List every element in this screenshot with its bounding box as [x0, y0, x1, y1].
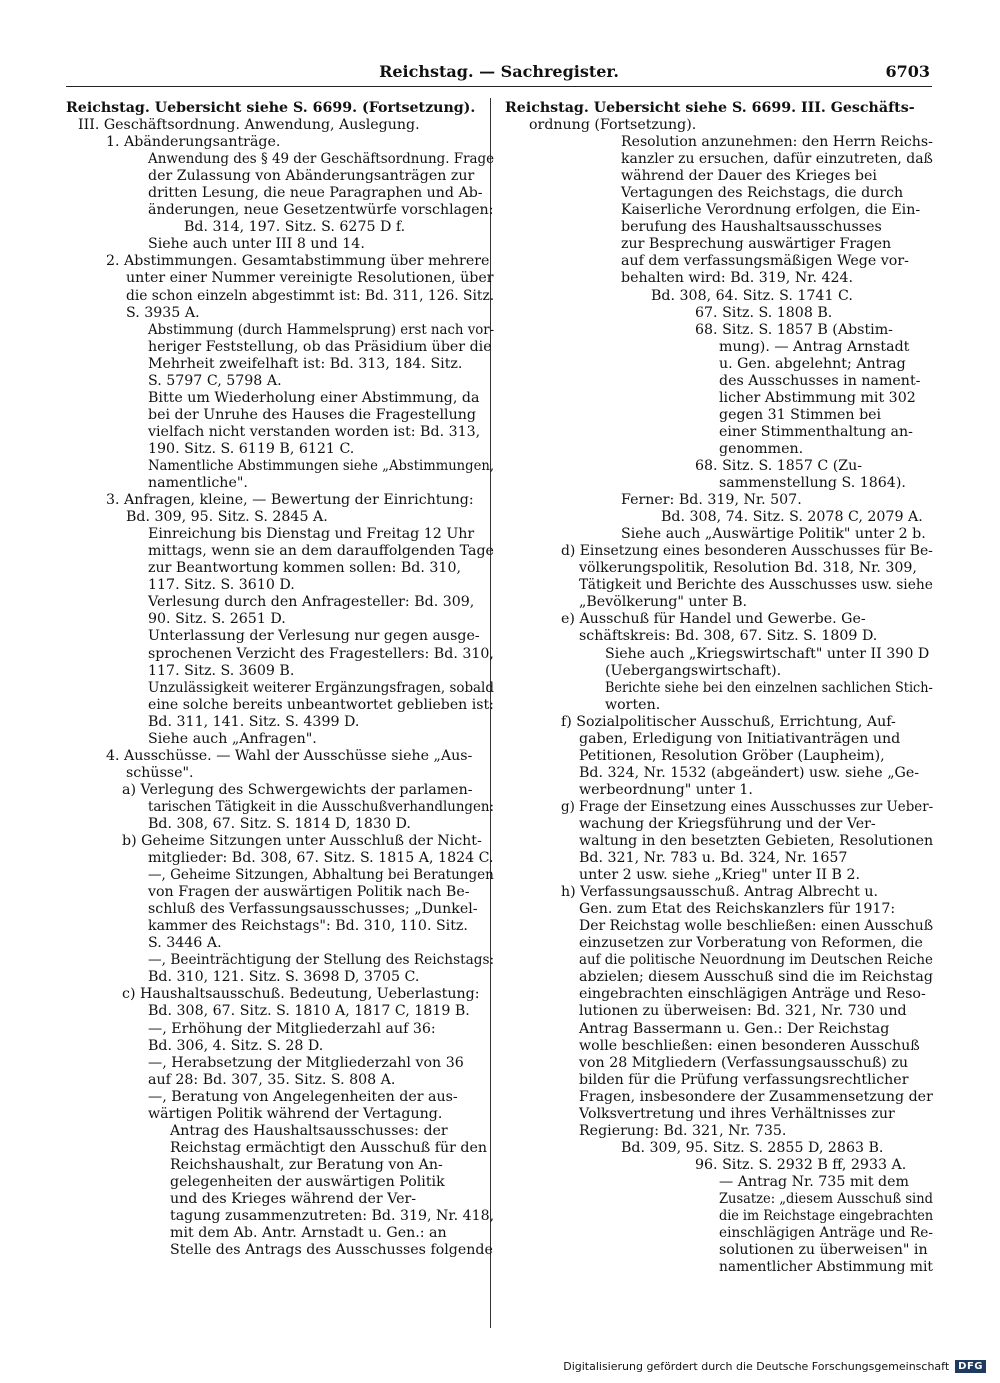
text-line: III. Geschäftsordnung. Anwendung, Auslegung.: [78, 117, 420, 134]
text-line: Namentliche Abstimmungen siehe „Abstimmungen,: [148, 457, 495, 474]
text-line: — Antrag Nr. 735 mit dem: [719, 1173, 909, 1190]
text-line: kanzler zu ersuchen, dafür einzutreten, daß: [621, 151, 933, 168]
text-line: Reichshaushalt, zur Beratung von An-: [170, 1156, 443, 1173]
text-line: Bd. 321, Nr. 783 u. Bd. 324, Nr. 1657: [579, 850, 848, 867]
text-line: tagung zusammenzutreten: Bd. 319, Nr. 418,: [170, 1208, 495, 1225]
text-line: 90. Sitz. S. 2651 D.: [148, 611, 286, 628]
text-line: Fragen, insbesondere der Zusammensetzung der: [579, 1088, 933, 1105]
text-line: Reichstag ermächtigt den Ausschuß für den: [170, 1139, 488, 1156]
page-number: 6703: [885, 62, 930, 81]
text-line: f) Sozialpolitischer Ausschuß, Errichtung, Auf-: [561, 713, 896, 730]
text-line: 190. Sitz. S. 6119 B, 6121 C.: [148, 440, 355, 457]
text-line: berufung des Haushaltsausschusses: [621, 219, 882, 236]
text-line: behalten wird: Bd. 319, Nr. 424.: [621, 270, 854, 287]
text-line: wolle beschließen: einen besonderen Ausschuß: [579, 1037, 920, 1054]
text-line: Siehe auch unter III 8 und 14.: [148, 236, 365, 253]
text-line: einschlägigen Anträge und Re-: [719, 1225, 934, 1242]
text-line: Volksvertretung und ihres Verhältnisses zur: [579, 1105, 895, 1122]
text-line: des Ausschusses in nament-: [719, 372, 921, 389]
text-line: (Uebergangswirtschaft).: [605, 662, 782, 679]
text-line: Stelle des Antrags des Ausschusses folgende: [170, 1242, 493, 1259]
text-line: Siehe auch „Anfragen".: [148, 730, 317, 747]
text-line: von Fragen der auswärtigen Politik nach Be-: [148, 884, 470, 901]
text-line: g) Frage der Einsetzung eines Ausschusses zur Ueber-: [561, 798, 934, 815]
text-line: schluß des Verfassungsausschusses; „Dunkel-: [148, 901, 478, 918]
text-line: zur Beantwortung kommen sollen: Bd. 310,: [148, 560, 461, 577]
text-line: gegen 31 Stimmen bei: [719, 406, 882, 423]
text-line: völkerungspolitik, Resolution Bd. 318, Nr. 309,: [579, 560, 917, 577]
text-line: Bd. 308, 64. Sitz. S. 1741 C.: [651, 287, 853, 304]
text-line: lutionen zu überweisen: Bd. 321, Nr. 730 und: [579, 1003, 907, 1020]
text-line: S. 3935 A.: [126, 304, 200, 321]
text-line: die im Reichstage eingebrachten: [719, 1208, 934, 1225]
text-line: auf dem verfassungsmäßigen Wege vor-: [621, 253, 909, 270]
text-line: abzielen; diesem Ausschuß sind die im Reichstag: [579, 969, 933, 986]
text-line: waltung in den besetzten Gebieten, Resolutionen: [579, 833, 934, 850]
text-line: gaben, Erledigung von Initiativanträgen und: [579, 730, 901, 747]
text-line: u. Gen. abgelehnt; Antrag: [719, 355, 906, 372]
text-line: Ferner: Bd. 319, Nr. 507.: [621, 492, 802, 509]
text-line: Bd. 309, 95. Sitz. S. 2845 A.: [126, 509, 328, 526]
text-line: h) Verfassungsausschuß. Antrag Albrecht u.: [561, 884, 878, 901]
text-line: Antrag Bassermann u. Gen.: Der Reichstag: [579, 1020, 890, 1037]
text-line: heriger Feststellung, ob das Präsidium über die: [148, 338, 492, 355]
text-line: —, Erhöhung der Mitgliederzahl auf 36:: [148, 1020, 436, 1037]
text-line: Reichstag. Uebersicht siehe S. 6699. III. Geschäfts-: [505, 100, 915, 116]
text-line: Bd. 308, 67. Sitz. S. 1814 D, 1830 D.: [148, 815, 411, 832]
text-line: Bd. 308, 74. Sitz. S. 2078 C, 2079 A.: [661, 509, 923, 526]
text-line: Reichstag. Uebersicht siehe S. 6699. (Fortsetzung).: [66, 100, 476, 116]
text-line: namentliche".: [148, 475, 248, 492]
text-line: c) Haushaltsausschuß. Bedeutung, Ueberlastung:: [122, 986, 480, 1003]
text-line: schüsse".: [126, 764, 194, 781]
text-line: Der Reichstag wolle beschließen: einen Ausschuß: [579, 918, 934, 935]
text-line: Regierung: Bd. 321, Nr. 735.: [579, 1122, 787, 1139]
text-line: von 28 Mitgliedern (Verfassungsausschuß) zu: [579, 1054, 909, 1071]
text-line: —, Beratung von Angelegenheiten der aus-: [148, 1088, 458, 1105]
text-line: —, Beeinträchtigung der Stellung des Reichstags:: [148, 952, 495, 969]
text-line: Berichte siehe bei den einzelnen sachlichen Stich-: [605, 679, 933, 696]
text-line: kammer des Reichstags": Bd. 310, 110. Sitz.: [148, 918, 468, 935]
text-line: zur Besprechung auswärtiger Fragen: [621, 236, 892, 253]
footer-credit: Digitalisierung gefördert durch die Deutsche Forschungsgemeinschaft: [563, 1360, 950, 1373]
text-line: Zusatze: „diesem Ausschuß sind: [719, 1191, 933, 1207]
text-line: bilden für die Prüfung verfassungsrechtlicher: [579, 1071, 909, 1088]
text-line: ordnung (Fortsetzung).: [529, 117, 697, 134]
text-line: solutionen zu überweisen" in: [719, 1242, 928, 1259]
text-line: wärtigen Politik während der Vertagung.: [148, 1105, 443, 1122]
header-title: Reichstag. — Sachregister.: [379, 62, 619, 81]
text-line: Bd. 311, 141. Sitz. S. 4399 D.: [148, 713, 360, 730]
text-line: die schon einzeln abgestimmt ist: Bd. 311, 126. Sitz.: [126, 287, 495, 304]
text-line: 117. Sitz. S. 3609 B.: [148, 662, 295, 679]
text-line: gelegenheiten der auswärtigen Politik: [170, 1173, 445, 1190]
text-line: Gen. zum Etat des Reichskanzlers für 1917:: [579, 901, 896, 918]
text-line: unter 2 usw. siehe „Krieg" unter II B 2.: [579, 867, 860, 884]
text-line: —, Herabsetzung der Mitgliederzahl von 36: [148, 1054, 464, 1071]
text-line: Siehe auch „Kriegswirtschaft" unter II 390 D: [605, 645, 930, 662]
text-line: e) Ausschuß für Handel und Gewerbe. Ge-: [561, 611, 866, 628]
text-line: Anwendung des § 49 der Geschäftsordnung. Frage: [148, 151, 495, 168]
text-line: tarischen Tätigkeit in die Ausschußverhandlungen:: [148, 798, 494, 815]
text-line: 67. Sitz. S. 1808 B.: [695, 304, 833, 321]
text-line: genommen.: [719, 440, 804, 457]
text-line: der Zulassung von Abänderungsanträgen zur: [148, 168, 475, 185]
right-column: [505, 100, 933, 1276]
text-line: auf 28: Bd. 307, 35. Sitz. S. 808 A.: [148, 1071, 396, 1088]
text-line: mittags, wenn sie an dem darauffolgenden Tage: [148, 543, 494, 560]
text-line: S. 3446 A.: [148, 935, 222, 952]
text-line: Vertagungen des Reichstags, die durch: [621, 185, 904, 202]
text-line: Bd. 309, 95. Sitz. S. 2855 D, 2863 B.: [621, 1139, 884, 1156]
text-line: Siehe auch „Auswärtige Politik" unter 2 b.: [621, 526, 926, 543]
text-line: mit dem Ab. Antr. Arnstadt u. Gen.: an: [170, 1225, 447, 1242]
text-line: Unzulässigkeit weiterer Ergänzungsfragen, sobald: [148, 679, 494, 696]
text-line: sprochenen Verzicht des Fragestellers: Bd. 310,: [148, 645, 494, 662]
text-line: Verlesung durch den Anfragesteller: Bd. 309,: [148, 594, 475, 611]
dfg-logo: DFG: [955, 1360, 986, 1373]
text-line: Petitionen, Resolution Gröber (Laupheim),: [579, 747, 885, 764]
text-line: vielfach nicht verstanden worden ist: Bd. 313,: [148, 423, 481, 440]
text-line: 2. Abstimmungen. Gesamtabstimmung über mehrere: [106, 253, 490, 270]
text-line: werbeordnung" unter 1.: [579, 781, 753, 798]
text-line: b) Geheime Sitzungen unter Ausschluß der Nicht-: [122, 833, 482, 850]
text-line: änderungen, neue Gesetzentwürfe vorschlagen:: [148, 202, 494, 219]
text-line: Tätigkeit und Berichte des Ausschusses usw. siehe: [579, 577, 933, 594]
text-line: eine solche bereits unbeantwortet geblieben ist:: [148, 696, 494, 713]
text-line: worten.: [605, 696, 661, 713]
text-line: Bd. 306, 4. Sitz. S. 28 D.: [148, 1037, 324, 1054]
text-line: schäftskreis: Bd. 308, 67. Sitz. S. 1809 D.: [579, 628, 878, 645]
text-line: eingebrachten einschlägigen Anträge und Reso-: [579, 986, 926, 1003]
text-line: während der Dauer des Krieges bei: [621, 168, 877, 185]
text-line: auf die politische Neuordnung im Deutschen Reiche: [579, 952, 933, 969]
text-line: —, Geheime Sitzungen, Abhaltung bei Beratungen: [148, 867, 494, 884]
text-line: Bd. 310, 121. Sitz. S. 3698 D, 3705 C.: [148, 969, 420, 986]
text-line: einer Stimmenthaltung an-: [719, 423, 913, 440]
text-line: 68. Sitz. S. 1857 C (Zu-: [695, 457, 863, 474]
text-line: 3. Anfragen, kleine, — Bewertung der Einrichtung:: [106, 492, 474, 509]
text-line: Einreichung bis Dienstag und Freitag 12 Uhr: [148, 526, 475, 543]
text-line: unter einer Nummer vereinigte Resolutionen, über: [126, 270, 494, 287]
text-line: Bd. 324, Nr. 1532 (abgeändert) usw. siehe „Ge-: [579, 764, 920, 781]
text-line: Bd. 314, 197. Sitz. S. 6275 D f.: [184, 219, 406, 236]
text-line: licher Abstimmung mit 302: [719, 389, 916, 406]
left-column: [66, 100, 494, 1259]
text-line: mung). — Antrag Arnstadt: [719, 338, 910, 355]
text-line: 96. Sitz. S. 2932 B ff, 2933 A.: [695, 1156, 907, 1173]
running-header: [66, 60, 932, 87]
text-line: und des Krieges während der Ver-: [170, 1191, 417, 1207]
text-line: einzusetzen zur Vorberatung von Reformen, die: [579, 935, 923, 952]
text-line: wachung der Kriegsführung und der Ver-: [579, 815, 876, 832]
footer: [563, 1360, 986, 1373]
text-line: a) Verlegung des Schwergewichts der parlamen-: [122, 781, 473, 798]
text-line: sammenstellung S. 1864).: [719, 475, 906, 492]
text-line: „Bevölkerung" unter B.: [579, 594, 748, 611]
text-line: d) Einsetzung eines besonderen Ausschusses für Be-: [561, 543, 933, 560]
text-line: Antrag des Haushaltsausschusses: der: [170, 1122, 448, 1139]
text-line: mitglieder: Bd. 308, 67. Sitz. S. 1815 A, 1824 C.: [148, 850, 494, 867]
text-line: Mehrheit zweifelhaft ist: Bd. 313, 184. Sitz.: [148, 355, 463, 372]
text-line: Kaiserliche Verordnung erfolgen, die Ein-: [621, 202, 921, 219]
text-line: Unterlassung der Verlesung nur gegen ausge-: [148, 628, 480, 645]
text-line: 4. Ausschüsse. — Wahl der Ausschüsse siehe „Aus-: [106, 747, 473, 764]
text-line: bei der Unruhe des Hauses die Fragestellung: [148, 406, 476, 423]
text-line: 117. Sitz. S. 3610 D.: [148, 577, 295, 594]
text-line: dritten Lesung, die neue Paragraphen und Ab-: [148, 185, 483, 202]
text-line: S. 5797 C, 5798 A.: [148, 372, 282, 389]
text-line: Bd. 308, 67. Sitz. S. 1810 A, 1817 C, 1819 B.: [148, 1003, 470, 1020]
text-line: namentlicher Abstimmung mit: [719, 1259, 933, 1276]
text-line: Bitte um Wiederholung einer Abstimmung, da: [148, 389, 480, 406]
text-line: 1. Abänderungsanträge.: [106, 134, 281, 151]
text-line: 68. Sitz. S. 1857 B (Abstim-: [695, 321, 893, 338]
text-line: Abstimmung (durch Hammelsprung) erst nach vor-: [148, 321, 495, 338]
text-line: Resolution anzunehmen: den Herrn Reichs-: [621, 134, 933, 151]
